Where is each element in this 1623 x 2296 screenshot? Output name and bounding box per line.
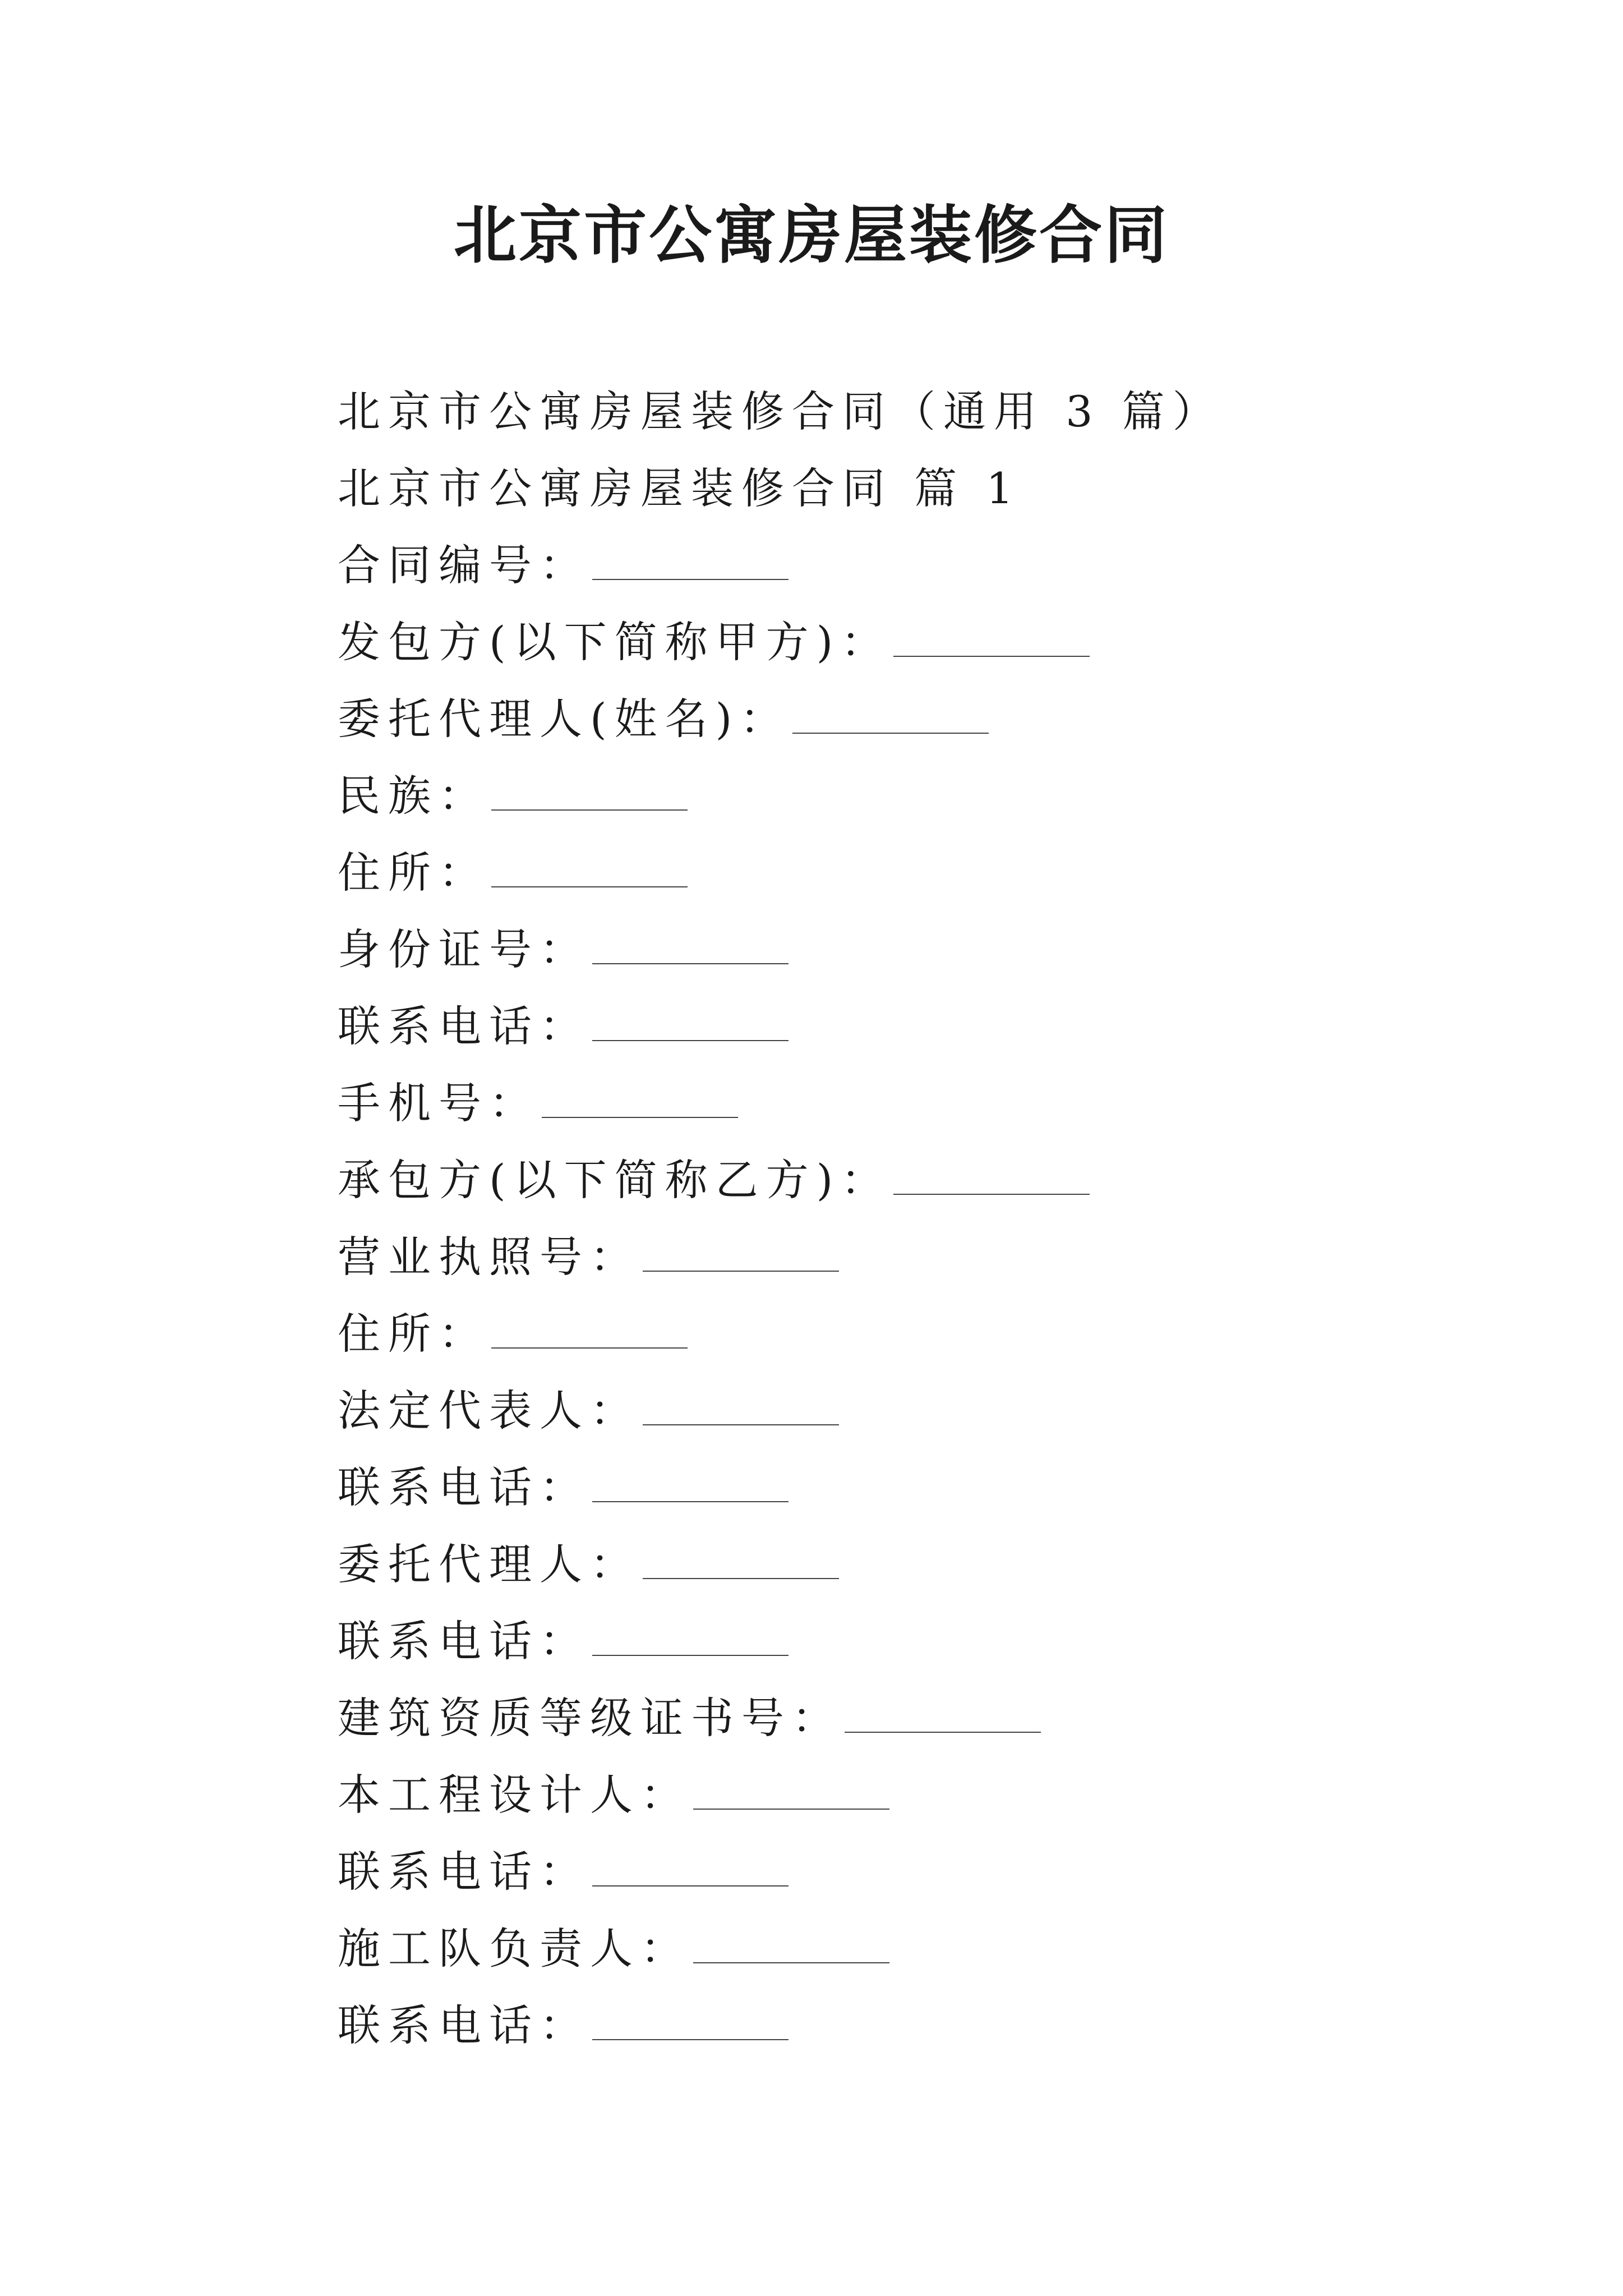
field-row-phone-b: [338, 1449, 1459, 1526]
field-row-agent-b: [338, 1526, 1459, 1603]
document-subtitle: 北京市公寓房屋装修合同（通用 3 篇）: [338, 386, 1223, 436]
fill-in-blank: [491, 776, 688, 811]
field-label: 住所：: [338, 1309, 489, 1359]
field-row-address-b: [338, 1295, 1459, 1372]
field-row-designer: [338, 1756, 1459, 1833]
field-label: 发包方(以下简称甲方)：: [338, 617, 892, 667]
document-body: [338, 373, 1459, 2064]
fill-in-blank: [893, 1160, 1090, 1195]
field-row-address-a: [338, 834, 1459, 911]
field-row-phone-a: [338, 988, 1459, 1065]
field-label: 施工队负责人：: [338, 1924, 691, 1973]
section-heading: 北京市公寓房屋装修合同 篇 1: [338, 463, 1021, 513]
fill-in-blank: [542, 1083, 738, 1118]
field-label: 手机号：: [338, 1078, 540, 1128]
fill-in-blank: [643, 1391, 839, 1425]
field-row-legal-representative: [338, 1372, 1459, 1449]
fill-in-blank: [693, 1929, 889, 1963]
field-label: 联系电话：: [338, 1001, 590, 1051]
fill-in-blank: [592, 930, 789, 964]
fill-in-blank: [592, 1006, 789, 1041]
field-label: 合同编号：: [338, 540, 590, 590]
fill-in-blank: [693, 1775, 889, 1810]
field-label: 身份证号：: [338, 924, 590, 974]
fill-in-blank: [491, 1314, 688, 1349]
field-row-id-number: [338, 911, 1459, 988]
field-label: 住所：: [338, 848, 489, 898]
fill-in-blank: [792, 699, 989, 734]
field-label: 建筑资质等级证书号：: [338, 1693, 842, 1743]
document-title: 北京市公寓房屋装修合同: [454, 199, 1169, 272]
field-row-contract-number: [338, 527, 1459, 604]
field-row-business-license: [338, 1218, 1459, 1295]
fill-in-blank: [592, 1852, 789, 1887]
fill-in-blank: [643, 1237, 839, 1272]
field-row-party-a: [338, 604, 1459, 680]
fill-in-blank: [845, 1698, 1041, 1733]
field-row-party-b: [338, 1142, 1459, 1218]
fill-in-blank: [592, 1467, 789, 1502]
field-label: 法定代表人：: [338, 1386, 640, 1435]
field-label: 本工程设计人：: [338, 1770, 691, 1820]
fill-in-blank: [592, 1621, 789, 1656]
fill-in-blank: [643, 1544, 839, 1579]
field-label: 营业执照号：: [338, 1232, 640, 1282]
field-label: 联系电话：: [338, 1847, 590, 1897]
field-label: 联系电话：: [338, 1616, 590, 1666]
field-label: 委托代理人(姓名)：: [338, 694, 791, 744]
field-row-phone-agent-b: [338, 1603, 1459, 1680]
fill-in-blank: [592, 2005, 789, 2040]
field-row-phone-designer: [338, 1833, 1459, 1910]
fill-in-blank: [592, 545, 789, 580]
field-label: 联系电话：: [338, 2000, 590, 2050]
field-row-ethnicity: [338, 757, 1459, 834]
field-row-crew-leader: [338, 1910, 1459, 1987]
field-label: 民族：: [338, 771, 489, 821]
field-row-agent-name: [338, 680, 1459, 757]
field-label: 联系电话：: [338, 1462, 590, 1512]
field-row-phone-crew-leader: [338, 1987, 1459, 2064]
field-row-qualification-cert: [338, 1680, 1459, 1756]
field-label: 委托代理人：: [338, 1539, 640, 1589]
field-row-mobile: [338, 1065, 1459, 1142]
fill-in-blank: [491, 853, 688, 887]
field-label: 承包方(以下简称乙方)：: [338, 1155, 892, 1205]
fill-in-blank: [893, 622, 1090, 657]
